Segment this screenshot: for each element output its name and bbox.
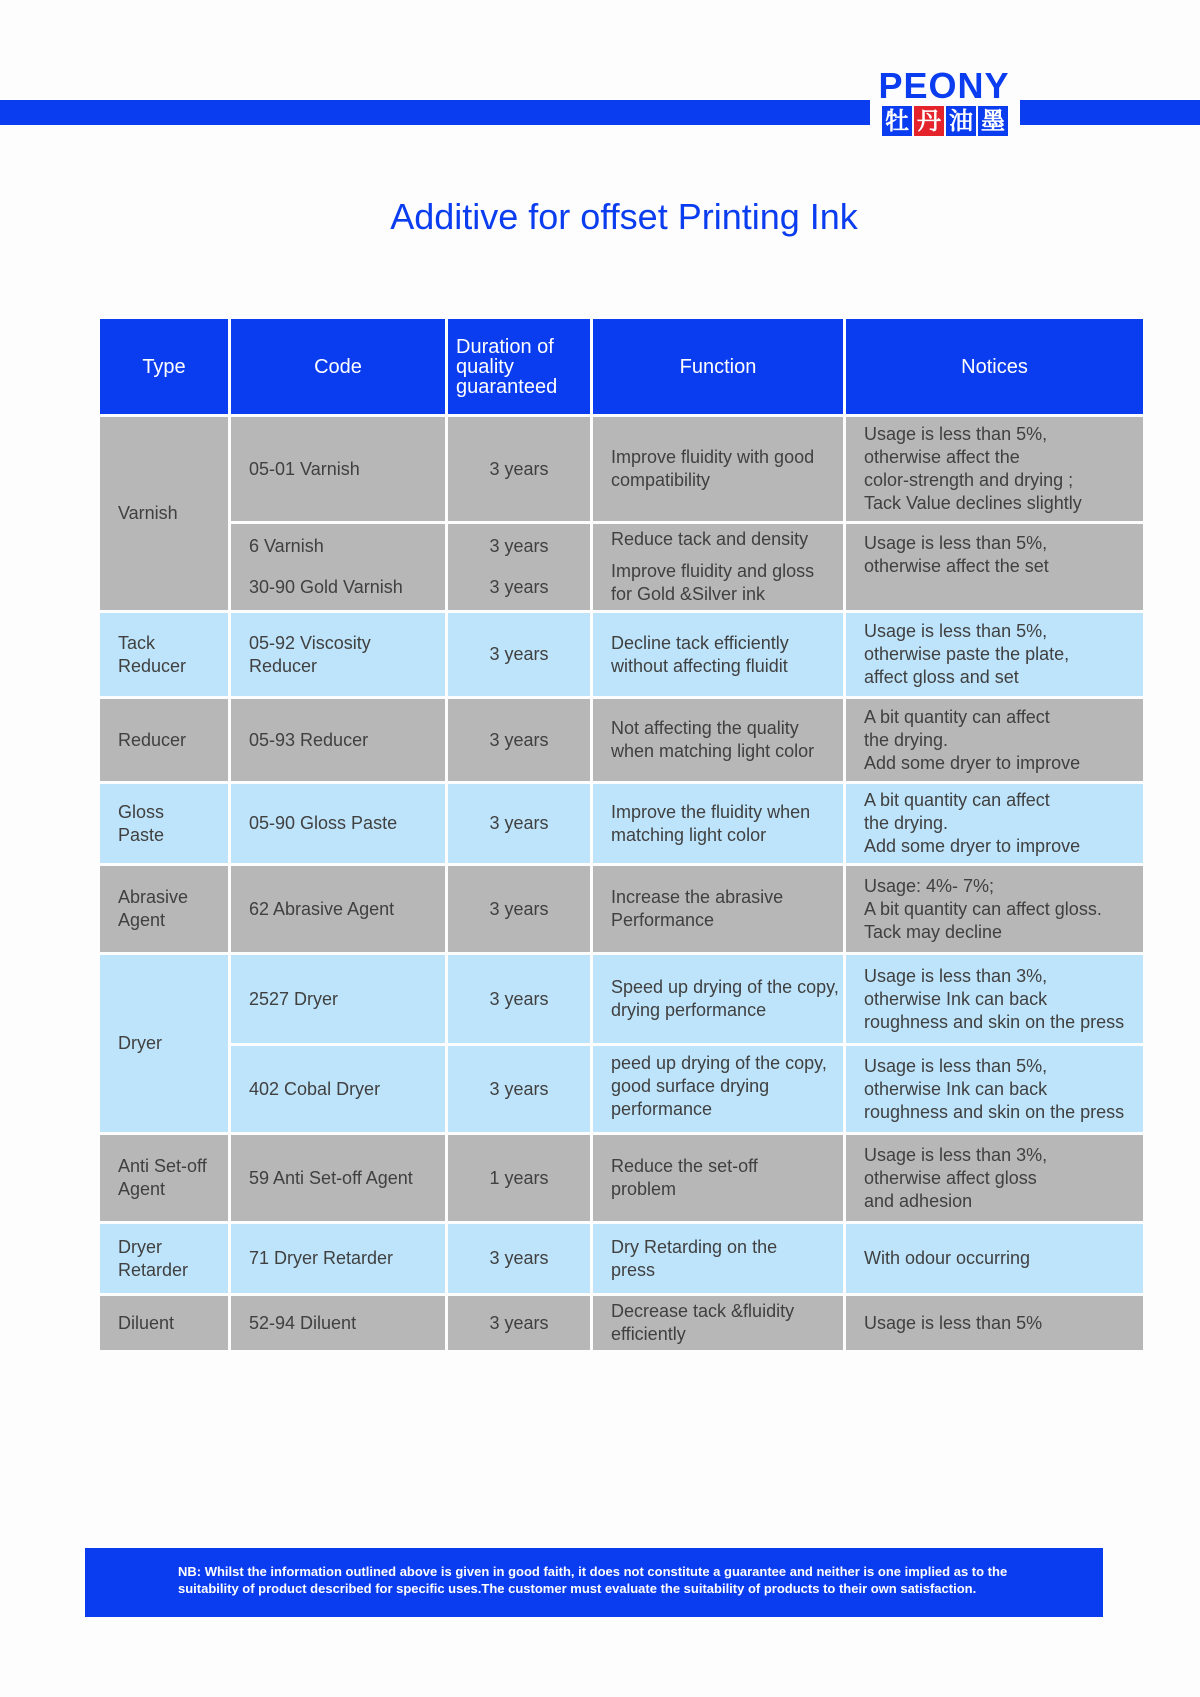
notices-cell: With odour occurring [846, 1224, 1143, 1293]
notices-cell: Usage is less than 3%, otherwise affect gloss and adhesion [846, 1135, 1143, 1221]
code-cell: 05-92 Viscosity Reducer [231, 613, 445, 696]
header-stripe-right [1020, 100, 1200, 125]
type-cell: Varnish [100, 417, 228, 610]
function-cell: Speed up drying of the copy, drying performance [593, 955, 843, 1043]
disclaimer-footer [85, 1548, 1103, 1617]
type-cell: Reducer [100, 699, 228, 781]
function-cell: Dry Retarding on the press [593, 1224, 843, 1293]
brand-name: PEONY [878, 65, 1010, 106]
header-stripe-left [0, 100, 870, 125]
page-title: Additive for offset Printing Ink [390, 196, 858, 238]
code-cell: 6 Varnish 30-90 Gold Varnish [231, 524, 445, 610]
function-cell: Not affecting the quality when matching light color [593, 699, 843, 781]
type-cell: Tack Reducer [100, 613, 228, 696]
type-cell: Diluent [100, 1296, 228, 1350]
code-cell: 05-90 Gloss Paste [231, 784, 445, 863]
duration-cell: 3 years [448, 1046, 590, 1132]
function-cell: Decline tack efficiently without affecting fluidit [593, 613, 843, 696]
type-cell: Dryer [100, 955, 228, 1132]
function-cell: Reduce tack and density Improve fluidity and gloss for Gold &Silver ink [593, 524, 843, 610]
function-cell: Reduce the set-off problem [593, 1135, 843, 1221]
table-row [100, 417, 1143, 521]
notices-cell: A bit quantity can affect the drying. Add some dryer to improve [846, 784, 1143, 863]
table-row [100, 1135, 1143, 1221]
disclaimer-text: NB: Whilst the information outlined above is given in good faith, it does not constitute a guarantee and neither is one implied as to the suitability of product described for specific uses.The customer must evaluate the suitability of products to their own satisfaction. [178, 1564, 1008, 1596]
notices-cell: Usage is less than 5%, otherwise Ink can back roughness and skin on the press [846, 1046, 1143, 1132]
code-cell: 05-01 Varnish [231, 417, 445, 521]
notices-cell: Usage is less than 5%, otherwise affect the set [846, 524, 1143, 610]
table-row [100, 784, 1143, 863]
column-header-duration: Duration of quality guaranteed [448, 319, 590, 414]
duration-cell: 3 years [448, 784, 590, 863]
duration-cell: 3 years [448, 1224, 590, 1293]
column-header-code: Code [231, 319, 445, 414]
function-cell: peed up drying of the copy, good surface drying performance [593, 1046, 843, 1132]
code-cell: 59 Anti Set-off Agent [231, 1135, 445, 1221]
brand-char: 丹 [914, 106, 944, 136]
function-cell: Improve fluidity with good compatibility [593, 417, 843, 521]
brand-char: 墨 [978, 106, 1008, 136]
notices-cell: A bit quantity can affect the drying. Add some dryer to improve [846, 699, 1143, 781]
duration-cell: 3 years [448, 1296, 590, 1350]
code-cell: 2527 Dryer [231, 955, 445, 1043]
table-row [100, 524, 1143, 610]
column-header-function: Function [593, 319, 843, 414]
brand-char: 油 [946, 106, 976, 136]
code-cell: 52-94 Diluent [231, 1296, 445, 1350]
code-cell: 62 Abrasive Agent [231, 866, 445, 952]
duration-cell: 3 years 3 years [448, 524, 590, 610]
table-row [100, 1296, 1143, 1350]
duration-cell: 1 years [448, 1135, 590, 1221]
type-cell: Dryer Retarder [100, 1224, 228, 1293]
brand-char: 牡 [882, 106, 912, 136]
table-row [100, 955, 1143, 1043]
duration-cell: 3 years [448, 866, 590, 952]
duration-cell: 3 years [448, 613, 590, 696]
notices-cell: Usage: 4%- 7%; A bit quantity can affect gloss. Tack may decline [846, 866, 1143, 952]
function-cell: Increase the abrasive Performance [593, 866, 843, 952]
column-header-type: Type [100, 319, 228, 414]
duration-cell: 3 years [448, 955, 590, 1043]
table-row [100, 699, 1143, 781]
code-cell: 71 Dryer Retarder [231, 1224, 445, 1293]
type-cell: Abrasive Agent [100, 866, 228, 952]
notices-cell: Usage is less than 3%, otherwise Ink can back roughness and skin on the press [846, 955, 1143, 1043]
column-header-notices: Notices [846, 319, 1143, 414]
brand-chinese-name [882, 106, 1008, 136]
table-header-row [100, 319, 1143, 414]
table-row [100, 1224, 1143, 1293]
table-row [100, 613, 1143, 696]
notices-cell: Usage is less than 5%, otherwise affect the color-strength and drying ; Tack Value declines slightly [846, 417, 1143, 521]
table-row [100, 866, 1143, 952]
code-cell: 402 Cobal Dryer [231, 1046, 445, 1132]
duration-cell: 3 years [448, 417, 590, 521]
code-cell: 05-93 Reducer [231, 699, 445, 781]
duration-cell: 3 years [448, 699, 590, 781]
function-cell: Decrease tack &fluidity efficiently [593, 1296, 843, 1350]
function-cell: Improve the fluidity when matching light color [593, 784, 843, 863]
additive-table [97, 316, 1146, 1353]
type-cell: Gloss Paste [100, 784, 228, 863]
type-cell: Anti Set-off Agent [100, 1135, 228, 1221]
table-row [100, 1046, 1143, 1132]
notices-cell: Usage is less than 5%, otherwise paste the plate, affect gloss and set [846, 613, 1143, 696]
brand-logo [878, 66, 1010, 136]
notices-cell: Usage is less than 5% [846, 1296, 1143, 1350]
